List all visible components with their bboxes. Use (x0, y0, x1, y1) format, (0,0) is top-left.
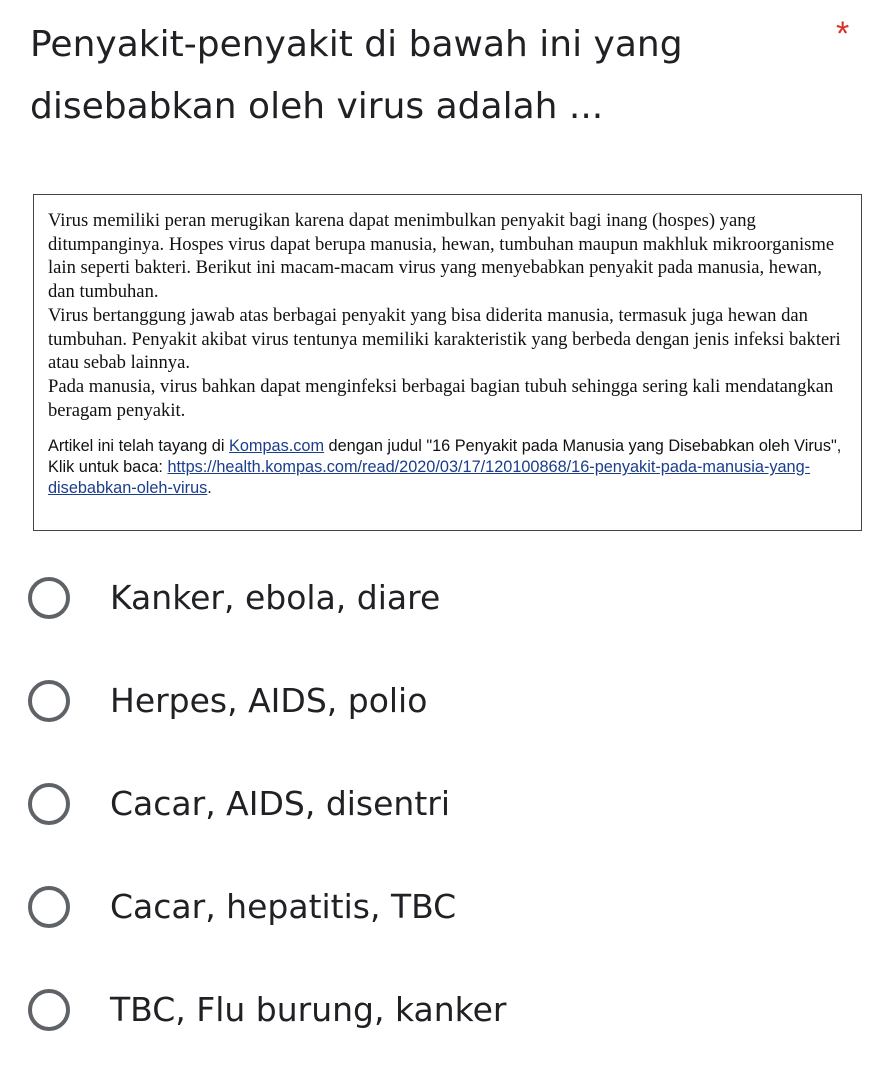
answer-options (0, 550, 887, 1065)
source-prefix: Artikel ini telah tayang di (48, 437, 230, 456)
radio-button[interactable] (28, 680, 70, 722)
option-tbc-flu-burung-kanker[interactable] (0, 962, 887, 1065)
option-herpes-aids-polio[interactable] (0, 653, 887, 756)
source-middle: dengan judul "16 Penyakit pada Manusia yang Disebabkan oleh Virus", Klik untuk baca: (48, 437, 842, 477)
required-indicator: * (836, 15, 850, 53)
question-image (33, 194, 862, 531)
radio-button[interactable] (28, 886, 70, 928)
radio-button[interactable] (28, 783, 70, 825)
figure-paragraph: Virus memiliki peran merugikan karena dapat menimbulkan penyakit bagi inang (hospes) yang ditumpanginya. Hospes virus dapat berupa manusia, hewan, tumbuhan maupun makhluk mikroorganisme lain seperti bakteri. Berikut ini macam-macam virus yang menyebabkan penyakit pada manusia, hewan, dan tumbuhan. (48, 210, 835, 303)
option-label: Kanker, ebola, diare (110, 578, 441, 617)
figure-paragraph: Pada manusia, virus bahkan dapat menginfeksi berbagai bagian tubuh sehingga sering kali mendatangkan beragam penyakit. (48, 375, 834, 421)
figure-paragraph: Virus bertanggung jawab atas berbagai penyakit yang bisa diderita manusia, termasuk juga hewan dan tumbuhan. Penyakit akibat virus tentunya memiliki karakteristik yang berbeda dengan jenis infeksi bakteri atau sebab lainnya. (48, 304, 841, 374)
radio-button[interactable] (28, 989, 70, 1031)
figure-source (48, 436, 847, 499)
option-label: TBC, Flu burung, kanker (110, 990, 507, 1029)
option-kanker-ebola-diare[interactable] (0, 550, 887, 653)
source-suffix: . (207, 479, 212, 498)
option-cacar-hepatitis-tbc[interactable] (0, 859, 887, 962)
source-url-link[interactable]: https://health.kompas.com/read/2020/03/17/120100868/16-penyakit-pada-manusia-yang-disebabkan-oleh-virus (48, 458, 811, 498)
radio-button[interactable] (28, 577, 70, 619)
option-cacar-aids-disentri[interactable] (0, 756, 887, 859)
option-label: Cacar, AIDS, disentri (110, 784, 451, 823)
source-site-link[interactable]: Kompas.com (229, 437, 325, 456)
option-label: Cacar, hepatitis, TBC (110, 887, 457, 926)
option-label: Herpes, AIDS, polio (110, 681, 428, 720)
question-title: Penyakit-penyakit di bawah ini yang disebabkan oleh virus adalah ... (30, 24, 683, 127)
